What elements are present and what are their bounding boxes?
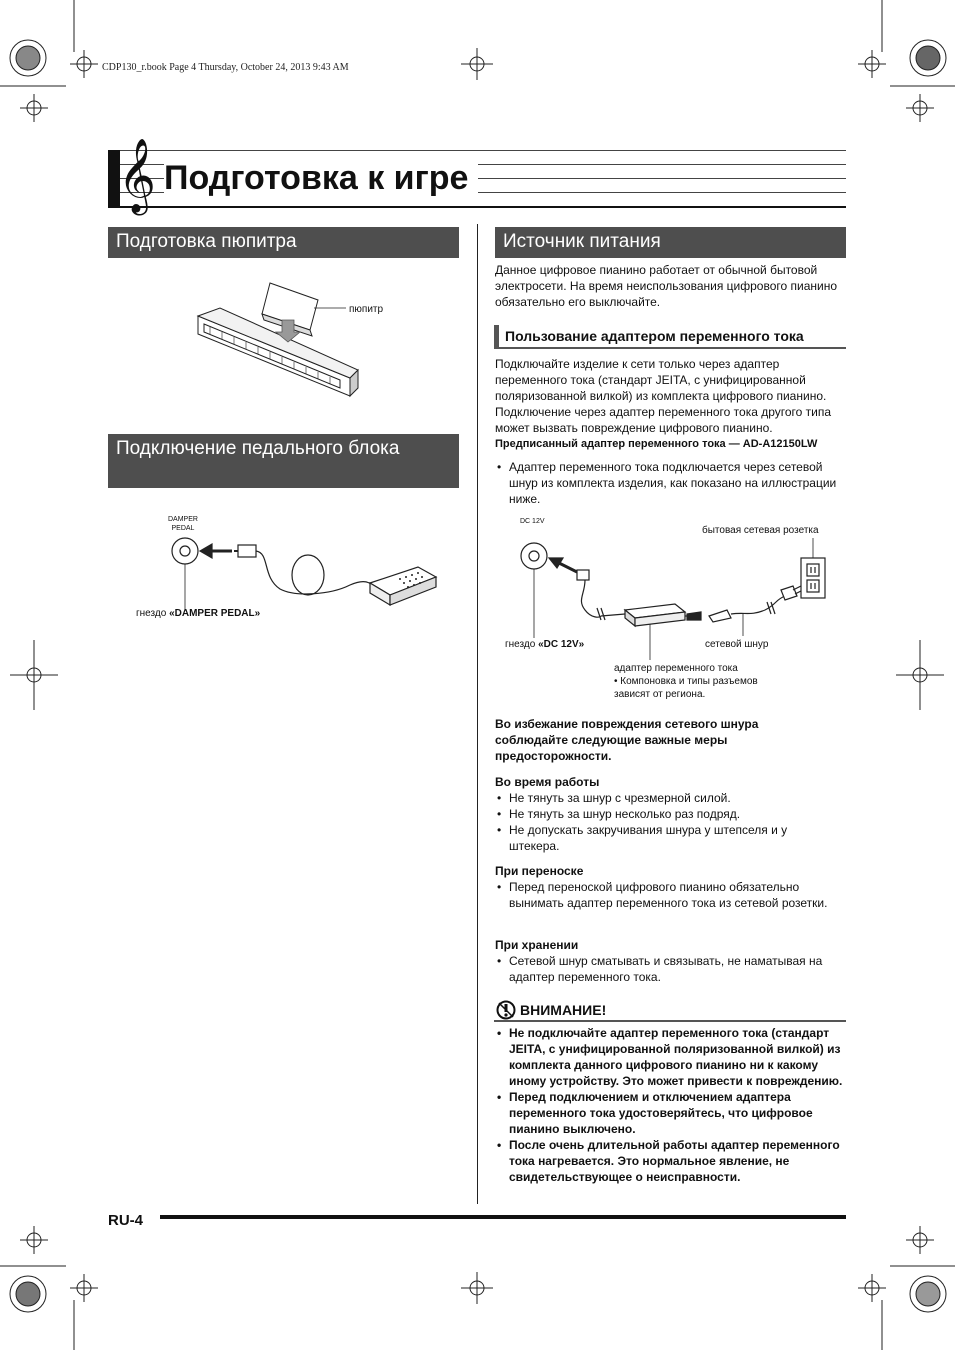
adapter-specified: Предписанный адаптер переменного тока — AD-A12150LW bbox=[495, 438, 818, 450]
precaution-group-title: При переноске bbox=[495, 864, 584, 878]
label-power-cord: сетевой шнур bbox=[705, 639, 769, 650]
adapter-body: Подключайте изделие к сети только через адаптер переменного тока (стандарт JEITA, с унифицированной поляризованной вилкой) из комплекта цифрового пианино. Подключение через адаптер переменного тока другого типа может вызвать повреждение цифрового пианино. bbox=[495, 357, 832, 435]
precaution-list-storage bbox=[495, 953, 840, 985]
page-title: Подготовка к игре bbox=[164, 156, 478, 200]
page-number: RU-4 bbox=[108, 1212, 144, 1229]
label-adapter: адаптер переменного тока bbox=[614, 663, 738, 674]
list-item: • Сетевой шнур сматывать и связывать, не наматывая на адаптер переменного тока. bbox=[495, 953, 840, 985]
list-item: • Не подключайте адаптер переменного тока (стандарт JEITA, с унифицированной поляризованной вилкой) из комплекта данного цифрового пианино ни к какому иному устройству. Это может привести к повреждению. bbox=[495, 1025, 847, 1089]
pedal-connection-illustration bbox=[160, 515, 440, 615]
treble-clef-icon: 𝄞 bbox=[118, 139, 156, 213]
section-heading-power: Источник питания bbox=[495, 227, 846, 258]
caution-heading-block bbox=[494, 1000, 846, 1022]
piano-stand-illustration bbox=[190, 278, 370, 413]
caution-icon bbox=[496, 1000, 516, 1020]
adapter-bullet-list bbox=[495, 459, 843, 507]
section-heading-pedal: Подключение педального блока bbox=[108, 434, 459, 488]
caution-heading: ВНИМАНИЕ! bbox=[520, 1002, 607, 1018]
section-heading-stand: Подготовка пюпитра bbox=[108, 227, 459, 258]
precautions-heading: Во избежание повреждения сетевого шнура соблюдайте следующие важные меры предосторожности. bbox=[495, 717, 759, 763]
caution-list bbox=[495, 1025, 847, 1185]
list-item: • Перед переноской цифрового пианино обязательно вынимать адаптер переменного тока из сетевой розетки. bbox=[495, 879, 835, 911]
precaution-group-title: Во время работы bbox=[495, 775, 600, 789]
list-item: • Не тянуть за шнур несколько раз подряд. bbox=[495, 806, 835, 822]
list-item: • После очень длительной работы адаптер переменного тока нагревается. Это нормальное явление, не свидетельствующее о неисправности. bbox=[495, 1137, 847, 1185]
label-adapter-note: • Компоновка и типы разъемов зависят от региона. bbox=[614, 676, 758, 700]
precaution-list-operation bbox=[495, 790, 835, 854]
label-damper-jack: гнездо «DAMPER PEDAL» bbox=[136, 608, 261, 619]
page-title-block bbox=[108, 139, 846, 213]
precaution-list-moving bbox=[495, 879, 835, 911]
label-stand: пюпитр bbox=[349, 304, 384, 315]
footer-rule bbox=[160, 1215, 846, 1219]
print-header: CDP130_r.book Page 4 Thursday, October 24, 2013 9:43 AM bbox=[102, 62, 349, 73]
column-divider bbox=[477, 224, 478, 1204]
label-dc-12v: DC 12V bbox=[520, 518, 545, 525]
list-item: • Перед подключением и отключением адаптера переменного тока удостоверяйтесь, что цифровое пианино выключено. bbox=[495, 1089, 847, 1137]
power-intro: Данное цифровое пианино работает от обычной бытовой электросети. На время неиспользования цифрового пианино обязательно его выключайте. bbox=[495, 263, 838, 309]
label-outlet: бытовая сетевая розетка bbox=[702, 525, 819, 536]
precaution-group-title: При хранении bbox=[495, 938, 579, 952]
list-item: • Не тянуть за шнур с чрезмерной силой. bbox=[495, 790, 835, 806]
adapter-bullet: • Адаптер переменного тока подключается через сетевой шнур из комплекта изделия, как показано на иллюстрации ниже. bbox=[495, 459, 843, 507]
subheading-adapter: Пользование адаптером переменного тока bbox=[494, 325, 846, 349]
label-damper-pedal: DAMPER PEDAL bbox=[168, 516, 198, 532]
label-dc-jack: гнездо «DC 12V» bbox=[505, 639, 585, 650]
list-item: • Не допускать закручивания шнура у штепселя и у штекера. bbox=[495, 822, 835, 854]
